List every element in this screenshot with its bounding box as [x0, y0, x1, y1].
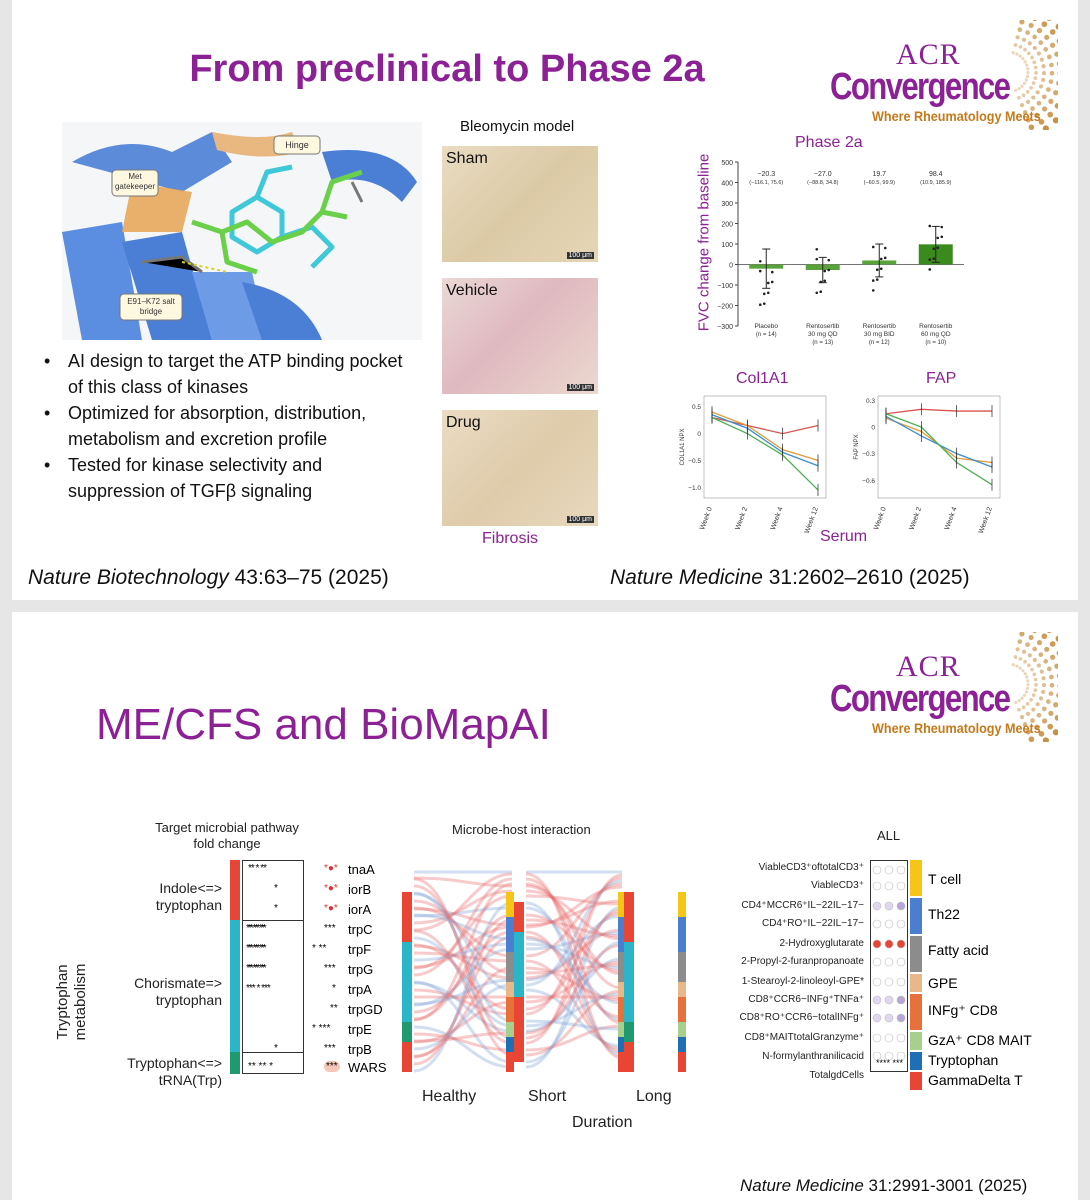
- host-dot: [885, 996, 893, 1004]
- row-gene: iorB: [348, 882, 372, 897]
- data-point: [819, 290, 822, 293]
- y-axis-label: COL1A1 NPX: [680, 428, 686, 466]
- data-point: [815, 258, 818, 261]
- row-sig: ***: [324, 963, 336, 974]
- host-row-label: CD8⁺CCR6−INFg⁺TNFa⁺: [748, 994, 864, 1005]
- data-point: [763, 293, 766, 296]
- data-point: [771, 281, 774, 284]
- sankey-node-right: [506, 1037, 514, 1052]
- sankey-node-left: [402, 1022, 412, 1042]
- x-tick-label: Week 0: [699, 506, 714, 531]
- series-line: [886, 409, 992, 413]
- sankey-node-left: [402, 1042, 412, 1072]
- pathway-row: [244, 1000, 404, 1020]
- host-dot: [897, 958, 905, 966]
- host-dot: [897, 978, 905, 986]
- group-swatch: [910, 936, 922, 972]
- data-point: [759, 260, 762, 263]
- host-dot: [873, 866, 881, 874]
- row-sig: * **: [312, 943, 327, 954]
- group-label-chorismate: [122, 975, 222, 1009]
- sankey-node-left: [624, 942, 634, 1022]
- group-bar-trna: [230, 1052, 240, 1074]
- pathway-row: [244, 1040, 404, 1060]
- data-point: [928, 268, 931, 271]
- bar-mean-label: 98.4: [928, 171, 943, 178]
- group-label: Th22: [928, 906, 960, 922]
- phase2a-bar-chart: [702, 150, 972, 350]
- bar-n-label: (n = 10): [925, 340, 947, 346]
- pathway-row: [244, 960, 404, 980]
- bar-group-label: Rentosertib: [806, 323, 840, 330]
- host-row-label: TotalgdCells: [809, 1070, 864, 1081]
- y-tick-label: −0.6: [862, 477, 875, 485]
- sankey-node-right: [678, 997, 686, 1022]
- data-point: [771, 271, 774, 274]
- group-swatch: [910, 994, 922, 1030]
- slide2-citation: [740, 1176, 1027, 1196]
- group-swatch: [910, 1072, 922, 1090]
- sankey-node-right: [506, 997, 514, 1022]
- histology-panel-sham: [442, 146, 598, 262]
- data-point: [767, 292, 770, 295]
- row-gene: iorA: [348, 902, 372, 917]
- sankey-title: Microbe-host interaction: [452, 822, 591, 837]
- host-dot: [885, 958, 893, 966]
- citation-left-journal: Nature Biotechnology: [28, 566, 229, 589]
- host-dot: [885, 1014, 893, 1022]
- serum-caption: Serum: [820, 528, 868, 545]
- bullet-item: • Tested for kinase selectivity and suppression of TGFβ signaling: [42, 452, 412, 504]
- row-stars: ** * **: [248, 863, 267, 874]
- sankey-node-right: [506, 982, 514, 997]
- y-tick-label: 0: [697, 431, 701, 439]
- y-tick-label: 0.5: [691, 404, 701, 412]
- host-dot: [885, 1034, 893, 1042]
- sankey-node-right: [506, 1022, 514, 1037]
- sankey-node-right: [506, 1052, 514, 1072]
- data-point: [876, 278, 879, 281]
- data-point: [880, 267, 883, 270]
- bar-n-label: (n = 12): [868, 340, 890, 346]
- host-dot: [885, 920, 893, 928]
- data-point: [936, 246, 939, 249]
- host-row-label: ViableCD3⁺oftotalCD3⁺: [758, 862, 864, 873]
- group-label: GPE: [928, 975, 958, 991]
- x-tick-label: Week 12: [977, 506, 994, 535]
- pathway-title: [132, 820, 322, 852]
- series-line: [712, 417, 818, 489]
- host-row-label: CD8⁺MAITtotalGranzyme⁺: [744, 1032, 864, 1043]
- y-tick-label: 0.3: [865, 397, 875, 405]
- bar-ci-label: (10.9, 185.9): [920, 180, 952, 186]
- data-point: [823, 280, 826, 283]
- group-label: Fatty acid: [928, 942, 989, 958]
- histology-panel-drug: [442, 410, 598, 526]
- row-sig: *: [332, 983, 336, 994]
- sankey-node-right: [506, 917, 514, 952]
- slide2-citation-journal: Nature Medicine: [740, 1176, 864, 1195]
- host-dot: [897, 902, 905, 910]
- row-stars: *** *** ***: [246, 963, 265, 974]
- scale-bar: 100 μm: [568, 384, 592, 391]
- label-met-gatekeeper: Met gatekeeper: [114, 172, 156, 191]
- group-swatch: [910, 1052, 922, 1070]
- host-row-label: 2-Hydroxyglutarate: [779, 938, 864, 949]
- pathway-axis-line2: metabolism: [72, 963, 89, 1041]
- sankey-node-right: [678, 982, 686, 997]
- x-tick-label: Week 2: [734, 506, 750, 531]
- fap-line-chart: [850, 390, 1010, 540]
- group-label-line: Indole<=>: [159, 880, 222, 896]
- sankey-node-left: [402, 942, 412, 1022]
- key-points-list: [42, 348, 412, 504]
- slide1-title: From preclinical to Phase 2a: [189, 48, 705, 90]
- citation-left: [28, 566, 389, 590]
- panel-label-drug: Drug: [446, 414, 481, 431]
- data-point: [880, 258, 883, 261]
- acr-logo: [830, 632, 1060, 752]
- pathway-row: [244, 1020, 404, 1040]
- y-tick-label: −1.0: [688, 484, 701, 492]
- host-dot: [873, 958, 881, 966]
- host-dot: [873, 1014, 881, 1022]
- host-total-stars: **** ***: [876, 1058, 904, 1068]
- y-axis-label: FAP NPX: [854, 434, 860, 460]
- y-tick-label: 0: [729, 262, 733, 270]
- logo-tagline: Where Rheumatology Meets: [872, 720, 1041, 736]
- bullet-item: • Optimized for absorption, distribution, metabolism and excretion profile: [42, 400, 412, 452]
- scale-bar: 100 μm: [568, 516, 592, 523]
- host-dot: [897, 940, 905, 948]
- row-stars: *: [274, 903, 278, 914]
- row-stars: ** ** *: [248, 1061, 274, 1072]
- sankey-node-left: [624, 1022, 634, 1042]
- pathway-axis-label: [54, 922, 90, 1082]
- sankey-node-right: [678, 1022, 686, 1037]
- y-tick-label: −100: [717, 283, 733, 290]
- bullet-item: • AI design to target the ATP binding pocket of this class of kinases: [42, 348, 412, 400]
- data-point: [763, 302, 766, 305]
- host-row-label: CD8⁺RO⁺CCR6−totalINFg⁺: [739, 1012, 864, 1023]
- fap-title: FAP: [926, 370, 957, 387]
- series-line: [712, 417, 818, 433]
- row-gene: trpB: [348, 1042, 372, 1057]
- sankey-node-left: [514, 902, 524, 932]
- host-row-label: 2-Propyl-2-furanpropanoate: [741, 956, 864, 967]
- col1a1-line-chart: [676, 390, 836, 540]
- host-dot: [885, 978, 893, 986]
- pathway-title-line2: fold change: [193, 836, 261, 851]
- host-dot: [897, 866, 905, 874]
- bar-n-label: (n = 13): [812, 340, 834, 346]
- host-dot: [873, 1034, 881, 1042]
- group-label-line: tryptophan: [155, 897, 222, 913]
- scale-bar: 100 μm: [568, 252, 592, 259]
- row-sig: ***: [324, 1043, 336, 1054]
- data-point: [872, 289, 875, 292]
- y-tick-label: 400: [721, 180, 733, 188]
- row-gene: trpC: [348, 922, 373, 937]
- label-hinge: Hinge: [285, 140, 309, 150]
- pathway-row: [244, 920, 404, 940]
- y-tick-label: −200: [717, 303, 733, 311]
- group-label: Tryptophan: [928, 1052, 999, 1068]
- data-point: [767, 282, 770, 285]
- y-tick-label: −0.5: [688, 457, 701, 465]
- data-point: [940, 226, 943, 229]
- data-point: [932, 257, 935, 260]
- host-row-label: 1-Stearoyl-2-linoleoyl-GPE*: [741, 976, 864, 987]
- pathway-row: [244, 1058, 404, 1078]
- host-dot: [897, 1014, 905, 1022]
- sankey-col-long: Long: [636, 1088, 672, 1105]
- bar-ci-label: (−60.5, 99.9): [863, 180, 895, 186]
- row-stars: *** *** ***: [246, 943, 265, 954]
- bar-mean-label: −27.0: [813, 171, 832, 178]
- y-tick-label: 300: [721, 201, 733, 208]
- x-tick-label: Week 4: [943, 506, 959, 531]
- data-point: [827, 259, 830, 262]
- logo-convergence-text: Convergence: [830, 678, 1010, 720]
- series-line: [712, 415, 818, 466]
- panel-label-vehicle: Vehicle: [446, 282, 498, 299]
- host-dot: [897, 1034, 905, 1042]
- group-label-indole: [122, 880, 222, 914]
- group-swatch: [910, 898, 922, 934]
- group-label-line: Tryptophan<=>: [127, 1055, 222, 1071]
- data-point: [884, 247, 887, 250]
- row-stars: *: [274, 1043, 278, 1054]
- row-gene: WARS: [348, 1060, 387, 1075]
- y-tick-label: 0: [871, 424, 875, 432]
- pathway-row: [244, 860, 404, 880]
- sankey-node-right: [506, 952, 514, 982]
- group-label: T cell: [928, 871, 962, 887]
- sankey-flow: [526, 896, 622, 904]
- pathway-row: [244, 940, 404, 960]
- col1a1-title: Col1A1: [736, 370, 789, 387]
- citation-right-ref: 31:2602–2610 (2025): [762, 566, 970, 589]
- data-point: [759, 270, 762, 273]
- sankey-node-left: [624, 892, 634, 942]
- host-row-label: ViableCD3⁺: [811, 880, 864, 891]
- pathway-row: [244, 980, 404, 1000]
- row-gene: trpA: [348, 982, 372, 997]
- y-tick-label: 500: [721, 160, 733, 167]
- data-point: [827, 269, 830, 272]
- host-dot: [873, 902, 881, 910]
- bar-ci-label: (−88.8, 34.8): [807, 180, 839, 186]
- host-dot: [885, 882, 893, 890]
- sankey-col-short: Short: [528, 1088, 567, 1105]
- sankey-node-right: [678, 952, 686, 982]
- data-point: [819, 281, 822, 284]
- bar-mean-label: 19.7: [872, 171, 887, 178]
- row-gene: trpGD: [348, 1002, 383, 1017]
- group-bar-indole: [230, 860, 240, 920]
- sankey-node-left: [402, 892, 412, 942]
- bar-mean-label: −20.3: [757, 171, 776, 178]
- citation-right-journal: Nature Medicine: [610, 566, 763, 589]
- citation-right: [610, 566, 970, 590]
- y-tick-label: 200: [721, 221, 733, 229]
- sankey-node-right: [506, 892, 514, 917]
- row-gene: trpE: [348, 1022, 372, 1037]
- group-swatch: [910, 860, 922, 896]
- host-dot: [873, 920, 881, 928]
- row-sig: ***: [326, 1061, 338, 1072]
- data-point: [815, 248, 818, 251]
- group-label-line: tRNA(Trp): [158, 1072, 222, 1088]
- sankey-node-left: [624, 1042, 634, 1072]
- row-stars: *** * ***: [246, 983, 270, 994]
- sankey-xlabel: Duration: [572, 1114, 633, 1131]
- sankey-node-right: [678, 1037, 686, 1052]
- group-swatch: [910, 974, 922, 992]
- group-bar-chorismate: [230, 920, 240, 1052]
- row-gene: trpG: [348, 962, 374, 977]
- bar-dose-label: 30 mg QD: [807, 331, 838, 338]
- pathway-row: [244, 900, 404, 920]
- host-row-label: CD4⁺MCCR6⁺IL−22IL−17−: [741, 900, 864, 911]
- group-label-line: tryptophan: [155, 992, 222, 1008]
- slide-1: [12, 0, 1078, 600]
- data-point: [872, 279, 875, 282]
- bar-n-label: (n = 14): [755, 332, 777, 338]
- row-sig: * ***: [312, 1023, 331, 1034]
- host-dot: [897, 882, 905, 890]
- logo-acr-text: ACR: [896, 38, 961, 71]
- bar-dose-label: 60 mg QD: [920, 331, 951, 338]
- phase2a-title: Phase 2a: [795, 134, 863, 151]
- group-swatch: [910, 1032, 922, 1050]
- row-gene: trpF: [348, 942, 372, 957]
- sankey-node-left: [514, 932, 524, 997]
- host-heading: ALL: [877, 828, 901, 843]
- group-label: GammaDelta T: [928, 1072, 1023, 1088]
- host-dot: [885, 902, 893, 910]
- acr-logo: [830, 20, 1060, 140]
- row-stars: *: [274, 883, 278, 894]
- bleomycin-histology: [442, 146, 598, 526]
- row-sig: *●*: [324, 883, 338, 894]
- citation-left-ref: 43:63–75 (2025): [228, 566, 389, 589]
- sankey-col-healthy: Healthy: [422, 1088, 477, 1105]
- pathway-row: [244, 880, 404, 900]
- pathway-axis-line1: Tryptophan: [54, 964, 71, 1040]
- bar-dose-label: 30 mg BID: [863, 331, 895, 338]
- host-grid-dots: [870, 860, 908, 1072]
- plot-frame: [704, 396, 826, 498]
- phase2a-ylabel: FVC change from baseline: [695, 153, 713, 332]
- data-point: [940, 236, 943, 239]
- row-sig: *●*: [324, 863, 338, 874]
- data-point: [884, 257, 887, 260]
- sankey-diagram: [392, 862, 692, 1092]
- histology-panel-vehicle: [442, 278, 598, 394]
- slide2-title: ME/CFS and BioMapAI: [96, 700, 551, 749]
- bar-ci-label: (−116.1, 75.6): [749, 180, 784, 186]
- y-tick-label: −300: [717, 324, 733, 331]
- logo-acr-text: ACR: [896, 650, 961, 683]
- host-dot: [897, 920, 905, 928]
- data-point: [936, 237, 939, 240]
- x-tick-label: Week 4: [769, 506, 785, 531]
- group-label-trna: [122, 1055, 222, 1089]
- host-dot: [873, 996, 881, 1004]
- sankey-node-right: [678, 1052, 686, 1072]
- host-dot: [873, 978, 881, 986]
- sankey-node-right: [678, 892, 686, 917]
- host-dot: [873, 882, 881, 890]
- y-tick-label: 100: [721, 242, 733, 249]
- row-sig: *●*: [324, 903, 338, 914]
- row-sig: **: [330, 1003, 338, 1014]
- slide2-citation-ref: 31:2991-3001 (2025): [863, 1176, 1028, 1195]
- logo-tagline: Where Rheumatology Meets: [872, 108, 1041, 124]
- host-dot: [885, 866, 893, 874]
- data-point: [759, 303, 762, 306]
- series-line: [712, 412, 818, 460]
- row-stars: *** *** ***: [246, 923, 265, 934]
- bleomycin-heading: Bleomycin model: [460, 118, 575, 135]
- x-tick-label: Week 12: [803, 506, 820, 535]
- fibrosis-caption: Fibrosis: [482, 530, 539, 547]
- data-point: [815, 291, 818, 294]
- data-point: [928, 258, 931, 261]
- sankey-node-left: [514, 997, 524, 1062]
- group-label: GzA⁺ CD8 MAIT: [928, 1032, 1032, 1048]
- host-row-label: N-formylanthranilicacid: [762, 1051, 864, 1062]
- label-salt-bridge: E91–K72 salt bridge: [127, 297, 175, 316]
- host-row-label: CD4⁺RO⁺IL−22IL−17−: [761, 918, 864, 929]
- data-point: [932, 247, 935, 250]
- sankey-node-right: [678, 917, 686, 952]
- group-label: INFg⁺ CD8: [928, 1002, 998, 1018]
- host-dot: [897, 996, 905, 1004]
- protein-structure-image: [62, 122, 422, 340]
- data-point: [823, 270, 826, 273]
- bar-group-label: Placebo: [754, 323, 778, 330]
- pathway-title-line1: Target microbial pathway: [155, 820, 299, 835]
- row-gene: tnaA: [348, 862, 375, 877]
- x-tick-label: Week 0: [873, 506, 888, 531]
- data-point: [928, 225, 931, 228]
- bar-group-label: Rentosertib: [862, 323, 896, 330]
- group-label-line: Chorismate=>: [134, 975, 222, 991]
- panel-label-sham: Sham: [446, 150, 488, 167]
- slide-2: [12, 612, 1078, 1200]
- row-sig: ***: [324, 923, 336, 934]
- logo-convergence-text: Convergence: [830, 66, 1010, 108]
- data-point: [872, 246, 875, 249]
- y-tick-label: −0.3: [862, 451, 875, 459]
- host-dot: [885, 940, 893, 948]
- x-tick-label: Week 2: [908, 506, 924, 531]
- host-dot: [873, 940, 881, 948]
- data-point: [876, 268, 879, 271]
- bar-group-label: Rentosertib: [919, 323, 953, 330]
